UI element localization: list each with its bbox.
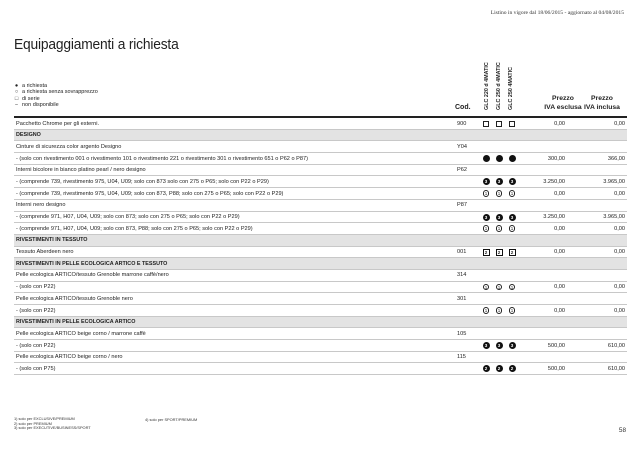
row-description: Pelle ecologica ARTICO/tessuto Grenoble nero — [16, 295, 133, 302]
header-line: Prezzo — [591, 95, 613, 102]
price-excl-vat: 0,00 — [554, 307, 565, 314]
table-row — [14, 363, 627, 375]
column-header-code: Cod. — [455, 104, 471, 111]
price-excl-vat: 0,00 — [554, 249, 565, 256]
price-excl-vat: 500,00 — [547, 342, 565, 349]
optional-numbered-dot-icon: 3 — [495, 178, 503, 186]
legend-item-not-available — [14, 102, 98, 108]
footnotes — [14, 417, 91, 431]
price-list-validity-note: Listino in vigore dal 18/06/2015 - aggiornato al 04/08/2015 — [490, 10, 624, 16]
optional-numbered-dot-icon: 3 — [482, 342, 490, 350]
row-description: - (comprende 971, H07, U04, U09; solo con 873; solo con 275 o P65; solo con P22 o P29) — [16, 214, 240, 220]
page-number: 58 — [618, 427, 626, 434]
no-charge-circle-icon: 1 — [497, 284, 501, 290]
row-description: - (solo con rivestimento 001 o rivestimento 101 o rivestimento 221 o rivestimento 301 o rivestimento 651 o P62 o P87) — [16, 155, 308, 162]
legend — [14, 83, 98, 108]
table-row — [14, 212, 627, 224]
model-name: GLC 250 4MATIC — [508, 66, 514, 110]
model-name: GLC 220 d 4MATIC — [484, 62, 490, 110]
no-charge-circle-icon: 1 — [510, 226, 514, 232]
column-header-model-2 — [494, 40, 506, 110]
row-description: - (comprende 739, rivestimento 975, U04, U09; solo con 873 solo con 275 o P65; solo con P22 o P29) — [16, 178, 269, 185]
row-description: Pelle ecologica ARTICO beige corno / nero — [16, 354, 123, 361]
no-charge-circle-icon: 1 — [484, 226, 488, 232]
row-description: - (solo con P22) — [16, 342, 56, 349]
price-excl-vat: 0,00 — [554, 225, 565, 232]
empty-square-icon: □ — [14, 95, 19, 102]
optional-numbered-dot-icon: 3 — [495, 342, 503, 350]
optional-dot-icon — [508, 155, 516, 163]
header-line: Prezzo — [552, 95, 574, 102]
no-charge-circle-icon: 1 — [484, 284, 488, 290]
table-row — [14, 282, 627, 294]
row-description: RIVESTIMENTI IN TESSUTO — [16, 237, 88, 244]
row-description: Interni nero designo — [16, 202, 66, 209]
price-excl-vat: 0,00 — [554, 120, 565, 127]
section-header-row — [14, 258, 627, 270]
legend-label: non disponibile — [22, 101, 59, 108]
no-charge-circle-icon: 1 — [497, 191, 501, 197]
table-row — [14, 188, 627, 200]
table-row — [14, 305, 627, 317]
optional-numbered-dot-icon: 2 — [482, 365, 490, 373]
empty-circle-icon: ○ — [14, 89, 19, 96]
table-row — [14, 118, 627, 130]
price-excl-vat: 0,00 — [554, 190, 565, 197]
row-description: Tessuto Aberdeen nero — [16, 249, 74, 256]
price-incl-vat: 0,00 — [614, 190, 625, 197]
standard-square-icon — [495, 120, 503, 128]
standard-square-icon — [508, 120, 516, 128]
no-charge-circle-icon: 1 — [484, 191, 488, 197]
row-description: Cinture di sicurezza color argento Designo — [16, 143, 122, 150]
price-incl-vat: 0,00 — [614, 307, 625, 314]
optional-numbered-dot-icon: 2 — [508, 365, 516, 373]
optional-dot-icon — [495, 155, 503, 163]
footnote: 1) solo per EXCLUSIVE/PREMIUM — [14, 416, 75, 421]
footnote: 2) solo per PREMIUM — [14, 420, 52, 426]
table-row — [14, 270, 627, 282]
table-row — [14, 328, 627, 340]
option-code: 314 — [457, 272, 467, 279]
price-excl-vat: 500,00 — [547, 365, 565, 372]
row-description: RIVESTIMENTI IN PELLE ECOLOGICA ARTICO E TESSUTO — [16, 260, 168, 267]
page-title: Equipaggiamenti a richiesta — [14, 36, 179, 53]
optional-numbered-dot-icon: 3 — [508, 342, 516, 350]
option-code: P62 — [457, 167, 467, 174]
equipment-table — [14, 118, 627, 375]
optional-numbered-dot-icon: 3 — [495, 213, 503, 221]
row-description: Pelle ecologica ARTICO/tessuto Grenoble marrone caffè/nero — [16, 272, 169, 279]
optional-numbered-dot-icon: 3 — [482, 213, 490, 221]
table-row — [14, 352, 627, 364]
legend-label: di serie — [22, 95, 40, 102]
row-description: RIVESTIMENTI IN PELLE ECOLOGICA ARTICO — [16, 319, 136, 326]
no-charge-circle-icon: 1 — [484, 308, 488, 314]
footnote: 4) solo per SPORT/PREMIUM — [145, 417, 198, 422]
legend-label: a richiesta senza sovrapprezzo — [22, 89, 98, 96]
row-description: Interni bicolore in bianco platino pearl / nero designo — [16, 167, 146, 174]
option-code: 105 — [457, 330, 467, 337]
table-row — [14, 340, 627, 352]
no-charge-circle-icon: 1 — [497, 308, 501, 314]
legend-label: a richiesta — [22, 83, 48, 89]
standard-square-icon — [482, 120, 490, 128]
price-incl-vat: 0,00 — [614, 284, 625, 291]
dash-icon: − — [14, 101, 19, 108]
optional-numbered-dot-icon: 3 — [508, 213, 516, 221]
header-line: IVA esclusa — [544, 103, 582, 111]
price-excl-vat: 0,00 — [554, 284, 565, 291]
row-description: - (solo con P22) — [16, 307, 56, 314]
standard-numbered-square-icon: 2 — [495, 248, 503, 256]
row-description: - (comprende 739, rivestimento 975, U04, U09; solo con 873, P88; solo con 275 o P65; solo con P22 o P29) — [16, 190, 284, 197]
section-header-row — [14, 235, 627, 247]
filled-circle-icon: ● — [14, 83, 19, 89]
standard-numbered-square-icon: 2 — [482, 248, 490, 256]
footnote: 3) solo per EXECUTIVE/BUSINESS/SPORT — [14, 425, 91, 431]
column-header-price-incl-vat — [572, 95, 632, 112]
optional-dot-icon — [482, 155, 490, 163]
row-description: DESIGNO — [16, 132, 41, 139]
table-row — [14, 223, 627, 235]
option-code: 301 — [457, 295, 467, 302]
row-description: - (comprende 971, H07, U04, U09; solo con 873, P88; solo con 275 o P65; solo con P22 o P29) — [16, 225, 253, 232]
section-header-row — [14, 317, 627, 329]
price-excl-vat: 3.250,00 — [543, 178, 565, 185]
no-charge-circle-icon: 1 — [510, 284, 514, 290]
price-incl-vat: 610,00 — [607, 365, 625, 372]
option-code: P87 — [457, 202, 467, 209]
row-description: - (solo con P75) — [16, 365, 56, 372]
price-incl-vat: 0,00 — [614, 120, 625, 127]
optional-numbered-dot-icon: 3 — [508, 178, 516, 186]
price-excl-vat: 3.250,00 — [543, 214, 565, 220]
standard-numbered-square-icon: 2 — [508, 248, 516, 256]
header-line: IVA inclusa — [584, 103, 620, 111]
option-code: Y04 — [457, 143, 467, 150]
optional-numbered-dot-icon: 2 — [495, 365, 503, 373]
price-incl-vat: 0,00 — [614, 225, 625, 232]
price-incl-vat: 0,00 — [614, 249, 625, 256]
price-incl-vat: 3.965,00 — [603, 178, 625, 185]
no-charge-circle-icon: 1 — [497, 226, 501, 232]
table-row — [14, 153, 627, 165]
table-row — [14, 141, 627, 153]
column-header-model-1 — [482, 40, 494, 110]
price-incl-vat: 3.965,00 — [603, 214, 625, 220]
row-description: Pacchetto Chrome per gli esterni. — [16, 120, 100, 127]
table-row — [14, 293, 627, 305]
row-description: - (solo con P22) — [16, 284, 56, 291]
option-code: 115 — [457, 354, 466, 361]
price-incl-vat: 610,00 — [607, 342, 625, 349]
table-row — [14, 200, 627, 212]
optional-numbered-dot-icon: 3 — [482, 178, 490, 186]
option-code: 900 — [457, 120, 467, 127]
table-row — [14, 165, 627, 177]
no-charge-circle-icon: 1 — [510, 308, 514, 314]
table-row — [14, 247, 627, 259]
price-excl-vat: 300,00 — [547, 155, 565, 162]
no-charge-circle-icon: 1 — [510, 191, 514, 197]
price-incl-vat: 366,00 — [607, 155, 625, 162]
column-header-model-3 — [506, 40, 518, 110]
option-code: 001 — [457, 249, 467, 256]
table-row — [14, 176, 627, 188]
model-name: GLC 250 d 4MATIC — [496, 62, 502, 110]
row-description: Pelle ecologica ARTICO beige corno / marrone caffè — [16, 330, 146, 337]
section-header-row — [14, 130, 627, 142]
